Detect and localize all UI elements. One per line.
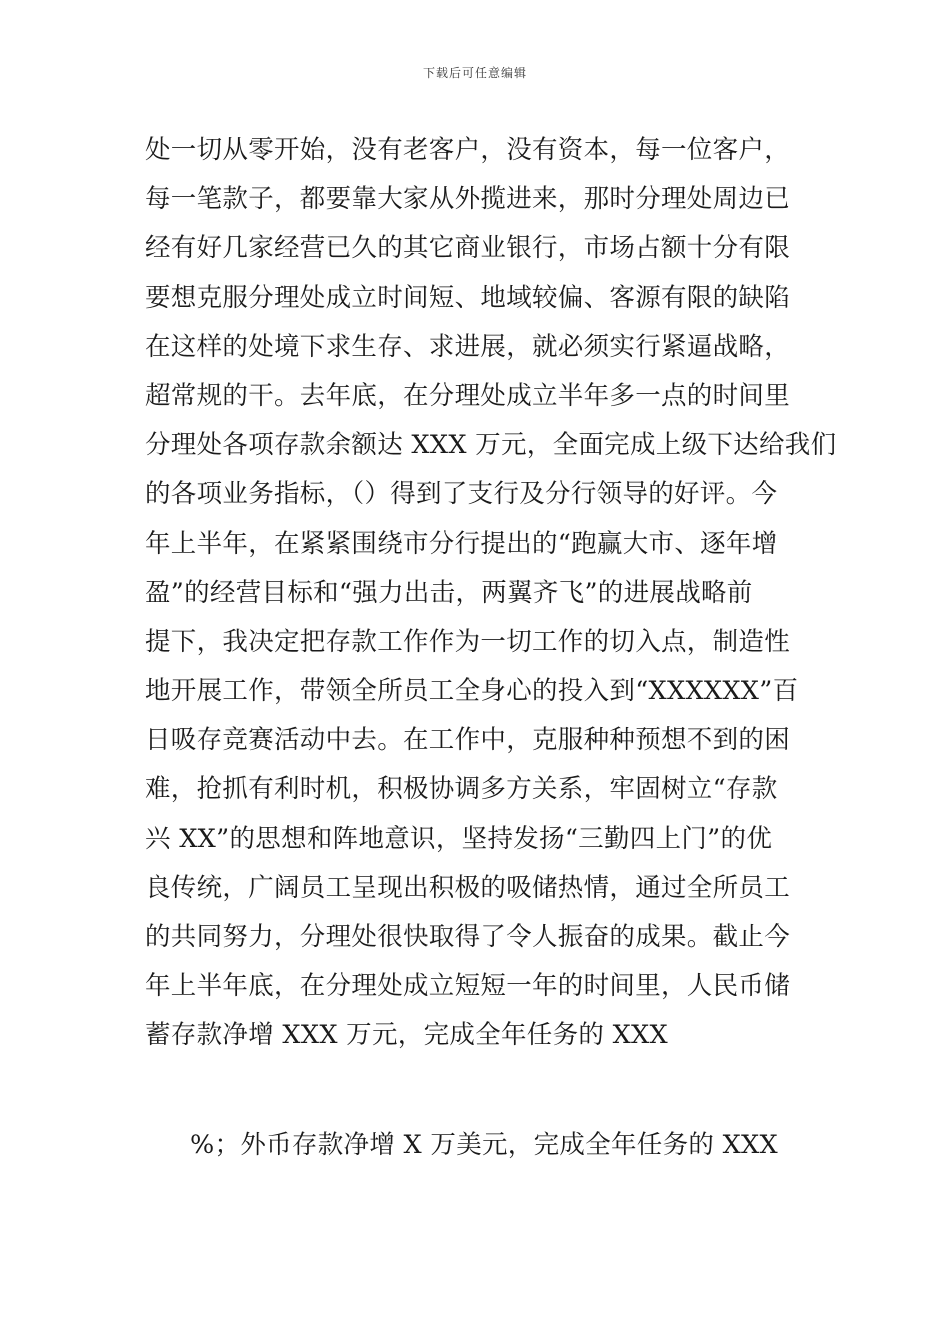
text-line: 日吸存竞赛活动中去。在工作中，克服种种预想不到的困 xyxy=(145,725,791,756)
page-header-note: 下载后可任意编辑 xyxy=(422,66,527,80)
text-line: 兴 XX”的思想和阵地意识，坚持发扬“三勤四上门”的优 xyxy=(145,823,773,854)
text-line: 年上半年，在紧紧围绕市分行提出的“跑赢大市、逐年增 xyxy=(145,528,778,559)
text-line: 在这样的处境下求生存、求进展，就必须实行紧逼战略， xyxy=(145,331,791,362)
text-line: 提下，我决定把存款工作作为一切工作的切入点，制造性 xyxy=(145,626,791,657)
text-line: 处一切从零开始，没有老客户，没有资本，每一位客户， xyxy=(145,135,791,165)
text-line: 要想克服分理处成立时间短、地域较偏、客源有限的缺陷 xyxy=(145,282,791,313)
text-line: 分理处各项存款余额达 XXX 万元，全面完成上级下达给我们 xyxy=(145,430,837,461)
text-line: 年上半年底，在分理处成立短短一年的时间里，人民币储 xyxy=(145,971,791,1002)
text-line: 的各项业务指标，（）得到了支行及分行领导的好评。今 xyxy=(145,479,778,510)
text-line: 经有好几家经营已久的其它商业银行，市场占额十分有限 xyxy=(145,233,791,264)
text-line: 盈”的经营目标和“强力出击，两翼齐飞”的进展战略前 xyxy=(145,577,753,608)
trailing-text-line: %；外币存款净增 X 万美元，完成全年任务的 XXX xyxy=(190,1130,778,1160)
text-line: 良传统，广阔员工呈现出积极的吸储热情，通过全所员工 xyxy=(145,872,791,903)
text-line: 地开展工作，带领全所员工全身心的投入到“XXXXXX”百 xyxy=(145,676,799,707)
text-line: 每一笔款子，都要靠大家从外揽进来，那时分理处周边已 xyxy=(145,184,791,215)
text-line: 的共同努力，分理处很快取得了令人振奋的成果。截止今 xyxy=(145,922,791,952)
text-line: 难，抢抓有利时机，积极协调多方关系，牢固树立“存款 xyxy=(145,774,778,805)
text-line: 超常规的干。去年底，在分理处成立半年多一点的时间里 xyxy=(145,380,791,411)
text-line: 蓄存款净增 XXX 万元，完成全年任务的 XXX xyxy=(145,1020,668,1051)
body-paragraph xyxy=(145,126,837,1061)
